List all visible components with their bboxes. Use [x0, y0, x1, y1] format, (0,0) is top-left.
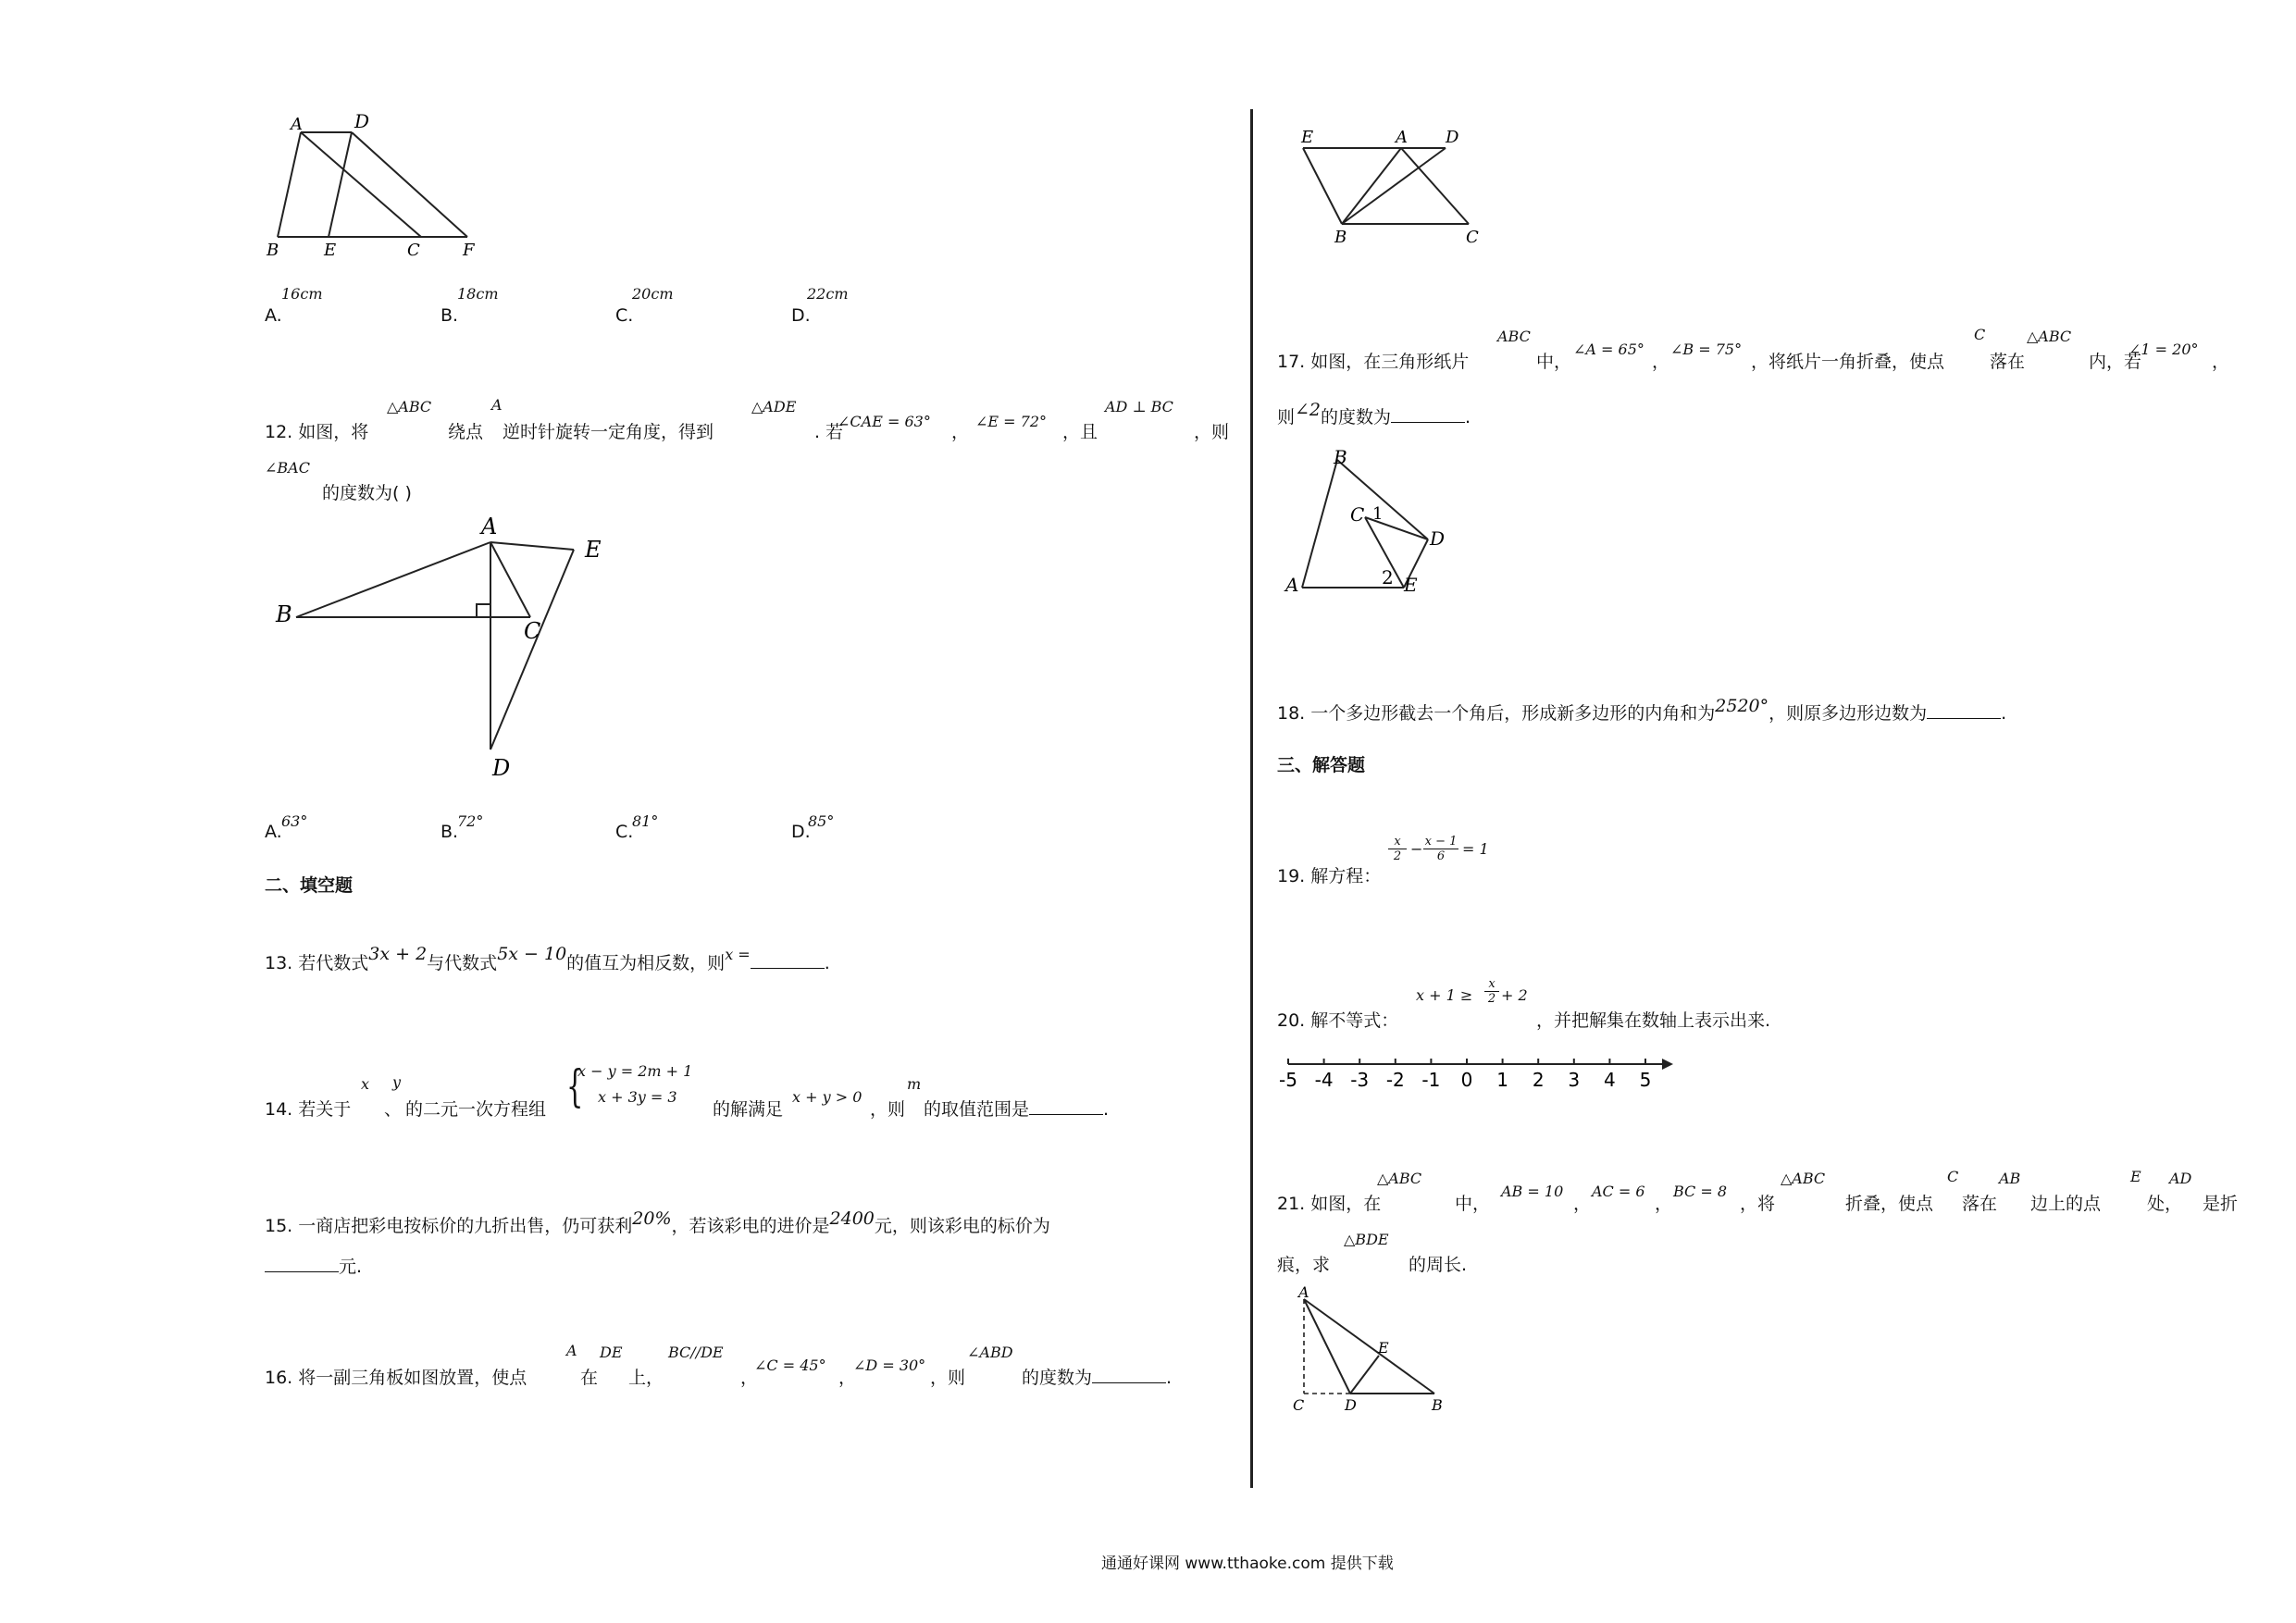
q21-label-a: A [1298, 1286, 1309, 1301]
q16-text-2: 上， [628, 1368, 664, 1388]
q17-label-d: D [1430, 527, 1446, 550]
q17-answer-blank[interactable] [1391, 405, 1465, 423]
q16-label-c: C [1466, 228, 1479, 247]
q19-den-1: 2 [1393, 849, 1402, 863]
q16-prefix: 16. 将一副三角板如图放置，使点 [265, 1368, 527, 1388]
q15-line-2 [265, 1253, 362, 1278]
q21-text-8: 的周长. [1409, 1255, 1468, 1275]
q17-point-c: C [1974, 326, 1986, 343]
q17-angle-1: ∠1 = 20° [2128, 341, 2199, 358]
q12-label-c: C [524, 618, 541, 644]
q15-text-1: ，若该彩电的进价是 [671, 1216, 830, 1236]
q20-den: 2 [1487, 992, 1496, 1006]
q20-rhs: + 2 [1501, 986, 1528, 1004]
q12-tri-abc: △ABC [387, 398, 432, 415]
q11-option-a-letter: A. [265, 305, 282, 326]
page-footer: 通通好课网 www.tthaoke.com 提供下载 [1101, 1555, 1394, 1573]
q13-var: x = [725, 946, 751, 963]
q19-fraction-2 [1423, 835, 1458, 863]
q16-angle-abd: ∠ABD [967, 1344, 1013, 1361]
q21-label-d: D [1345, 1396, 1357, 1414]
q16-tail [1022, 1364, 1172, 1389]
q12-option-a-letter: A. [265, 822, 282, 842]
q12-perp: AD ⊥ BC [1105, 398, 1173, 415]
q21-point-c: C [1947, 1168, 1959, 1185]
q12-option-b-value: 72° [457, 812, 484, 830]
q14-brace: { [566, 1060, 584, 1112]
q16-label-e: E [1301, 128, 1314, 147]
number-line-label: -1 [1421, 1069, 1441, 1091]
column-divider [1250, 109, 1253, 1488]
q19-rhs: = 1 [1462, 840, 1489, 858]
q21-text-2: ，将 [1740, 1194, 1776, 1214]
q19-num-2: x − 1 [1424, 835, 1458, 849]
q14-sep: 、 [384, 1099, 403, 1120]
number-line-label: 5 [1639, 1069, 1652, 1091]
q12-option-d-value: 85° [808, 812, 835, 830]
q12-option-c-value: 81° [632, 812, 659, 830]
q17-line2-prefix: 则 [1277, 407, 1296, 427]
number-line-label: -3 [1350, 1069, 1370, 1091]
q19-minus: − [1410, 840, 1423, 858]
q17-label-e: E [1404, 574, 1418, 596]
q17-label-a: A [1285, 574, 1299, 596]
q21-text-5: 边上的点 [2030, 1194, 2102, 1214]
q18-answer-blank[interactable] [1927, 701, 2001, 719]
q16-text-4: 的度数为 [1022, 1368, 1093, 1388]
q15-end: 元. [339, 1257, 363, 1277]
q12-text-2: 逆时针旋转一定角度，得到 [503, 422, 714, 442]
q15-line-1 [265, 1208, 1050, 1237]
q14-text-2: 的解满足 [713, 1099, 784, 1120]
q14-end: . [1103, 1099, 1110, 1120]
q13-answer-blank[interactable] [751, 951, 825, 969]
q12-text-3: . 若 [814, 422, 844, 442]
q21-bc: BC = 8 [1673, 1183, 1728, 1200]
q12-text-6: 的度数为( ) [322, 483, 412, 503]
q13-prefix: 13. 若代数式 [265, 953, 369, 973]
q15-prefix: 15. 一商店把彩电按标价的九折出售，仍可获利 [265, 1216, 633, 1236]
number-line-label: 0 [1460, 1069, 1473, 1091]
q17-text-1: 中， [1536, 352, 1572, 372]
q21-label-e: E [1378, 1339, 1389, 1357]
q14-text-3: ，则 [870, 1099, 906, 1120]
q20-fraction [1484, 977, 1499, 1006]
q19-fraction-1 [1388, 835, 1407, 863]
q21-sep-1: ， [1573, 1194, 1592, 1214]
q21-label-b: B [1432, 1396, 1443, 1414]
q21-line2-prefix: 痕，求 [1277, 1255, 1331, 1275]
q17-text-4: 内，若 [2089, 352, 2142, 372]
q11-option-b-value: 18cm [457, 285, 499, 303]
q14-answer-blank[interactable] [1029, 1097, 1103, 1115]
q17-end: . [1465, 407, 1471, 427]
q11-label-d: D [354, 110, 370, 132]
q15-percent: 20% [632, 1208, 672, 1229]
q17-sep: ， [1652, 352, 1670, 372]
q21-sep-2: ， [1655, 1194, 1673, 1214]
q12-text-5: ，则 [1194, 422, 1230, 442]
q14-prefix: 14. 若关于 [265, 1099, 352, 1120]
q12-prefix: 12. 如图，将 [265, 422, 369, 442]
q17-angle-b: ∠B = 75° [1670, 341, 1743, 358]
q21-text-1: 中， [1455, 1194, 1491, 1214]
q12-figure [268, 509, 620, 787]
q13-text-1: 与代数式 [427, 953, 498, 973]
q21-text-4: 落在 [1962, 1194, 1998, 1214]
q21-prefix: 21. 如图，在 [1277, 1194, 1382, 1214]
q14-text-4: 的取值范围是 [924, 1099, 1030, 1120]
q12-angle-bac: ∠BAC [265, 459, 310, 477]
q11-label-c: C [407, 241, 420, 260]
q21-tri: △ABC [1377, 1170, 1422, 1187]
q14-cond: x + y > 0 [792, 1088, 863, 1106]
q21-figure [1282, 1286, 1458, 1416]
q16-text-3: ，则 [930, 1368, 966, 1388]
q17-label-c: C [1350, 503, 1365, 526]
q21-ac: AC = 6 [1592, 1183, 1645, 1200]
q21-label-c: C [1293, 1396, 1305, 1414]
q17-prefix: 17. 如图，在三角形纸片 [1277, 352, 1470, 372]
q18-prefix: 18. 一个多边形截去一个角后，形成新多边形的内角和为 [1277, 703, 1716, 724]
q12-point-a: A [491, 396, 503, 414]
q16-point-a: A [566, 1342, 577, 1359]
q12-option-b-letter: B. [441, 822, 459, 842]
q16-end: . [1166, 1368, 1173, 1388]
q11-option-c-value: 20cm [632, 285, 674, 303]
q14-eq-1: x − y = 2m + 1 [577, 1062, 693, 1080]
q14-eq-2: x + 3y = 3 [598, 1088, 677, 1106]
q11-option-a-value: 16cm [281, 285, 323, 303]
q16-answer-blank[interactable] [1092, 1366, 1166, 1383]
q21-bde: △BDE [1344, 1231, 1389, 1248]
q14-var-y: y [392, 1073, 402, 1091]
q12-tri-ade: △ADE [751, 398, 797, 415]
q12-label-e: E [585, 537, 602, 563]
q12-option-c-letter: C. [615, 822, 634, 842]
q12-label-d: D [492, 755, 511, 781]
number-line-label: 2 [1532, 1069, 1545, 1091]
q12-option-d-letter: D. [791, 822, 811, 842]
q20-lhs: x + 1 ≥ [1416, 986, 1473, 1004]
q19-num-1: x [1388, 835, 1407, 849]
q11-label-a: A [291, 115, 303, 134]
q21-text-3: 折叠，使点 [1845, 1194, 1934, 1214]
q14-tail [924, 1096, 1109, 1121]
q17-line-2 [1277, 400, 1471, 428]
q16-de: DE [600, 1344, 623, 1361]
q17-label-b: B [1334, 449, 1347, 468]
q11-label-e: E [324, 241, 337, 260]
q13-expr-1: 3x + 2 [368, 944, 428, 964]
q20-num: x [1484, 977, 1499, 992]
q21-text-7: 是折 [2203, 1194, 2239, 1214]
q20-text-1: ，并把解集在数轴上表示出来. [1536, 1010, 1771, 1031]
q17-abc: ABC [1497, 328, 1531, 345]
q12-text-1: 绕点 [448, 422, 484, 442]
q13-end: . [824, 953, 830, 973]
number-line-label: -2 [1385, 1069, 1405, 1091]
q11-option-d-value: 22cm [807, 285, 849, 303]
q18-sum: 2520° [1715, 696, 1769, 716]
section-heading-fill-in: 二、填空题 [265, 875, 354, 896]
q17-angle-2: ∠2 [1295, 400, 1322, 420]
q16-sep: ， [740, 1368, 759, 1388]
q21-ad: AD [2169, 1170, 2192, 1187]
q18-text-1: ，则原多边形边数为 [1769, 703, 1928, 724]
q12-sep-1: ， [951, 422, 970, 442]
q12-label-b: B [276, 601, 292, 627]
q16-label-b: B [1334, 228, 1347, 247]
section-heading-solve: 三、解答题 [1277, 755, 1366, 775]
q17-text-6: 的度数为 [1321, 407, 1392, 427]
q13-expr-2: 5x − 10 [497, 944, 567, 964]
q18-end: . [2001, 703, 2007, 724]
q12-angle-cae: ∠CAE = 63° [838, 413, 931, 430]
number-line-label: 1 [1496, 1069, 1508, 1091]
q17-text-5: ， [2212, 352, 2230, 372]
q21-ab-2: AB [1999, 1170, 2021, 1187]
q17-text-3: 落在 [1990, 352, 2026, 372]
q14-text-1: 的二元一次方程组 [405, 1099, 547, 1120]
q16-text-1: 在 [580, 1368, 599, 1388]
q11-option-b-letter: B. [441, 305, 459, 326]
q17-figure [1282, 449, 1467, 597]
q14-var-x: x [361, 1075, 370, 1093]
q21-text-6: 处， [2147, 1194, 2183, 1214]
q11-option-c-letter: C. [615, 305, 634, 326]
number-line-label: -4 [1314, 1069, 1334, 1091]
q15-price: 2400 [829, 1208, 875, 1229]
q20-number-line [1277, 1046, 1684, 1092]
q19-prefix: 19. 解方程： [1277, 866, 1382, 886]
q13-line [265, 944, 830, 974]
q12-option-a-value: 63° [281, 812, 308, 830]
q21-point-e: E [2130, 1168, 2141, 1185]
q17-text-2: ，将纸片一角折叠，使点 [1751, 352, 1945, 372]
q12-text-4: ，且 [1062, 422, 1098, 442]
q18-line [1277, 696, 2007, 725]
q17-label-2: 2 [1382, 566, 1394, 588]
q16-label-d: D [1446, 128, 1459, 147]
q11-label-b: B [267, 241, 279, 260]
q20-prefix: 20. 解不等式： [1277, 1010, 1399, 1031]
q17-tri: △ABC [2027, 328, 2072, 345]
q12-label-a: A [481, 514, 498, 539]
number-line-label: 3 [1568, 1069, 1581, 1091]
q19-den-2: 6 [1436, 849, 1446, 863]
q11-option-d-letter: D. [791, 305, 811, 326]
q13-text-2: 的值互为相反数，则 [566, 953, 726, 973]
q21-tri-2: △ABC [1781, 1170, 1826, 1187]
q16-figure [1286, 120, 1499, 250]
q11-label-f: F [463, 241, 475, 260]
q16-angle-d: ∠D = 30° [853, 1357, 926, 1374]
number-line-label: -5 [1279, 1069, 1297, 1091]
q16-parallel: BC//DE [668, 1344, 724, 1361]
q16-angle-c: ∠C = 45° [754, 1357, 826, 1374]
q15-answer-blank[interactable] [265, 1255, 339, 1272]
q21-ab: AB = 10 [1501, 1183, 1564, 1200]
q16-sep-2: ， [838, 1368, 857, 1388]
q17-angle-a: ∠A = 65° [1573, 341, 1644, 358]
q12-angle-e: ∠E = 72° [975, 413, 1048, 430]
q16-label-a: A [1396, 128, 1408, 147]
number-line-label: 4 [1604, 1069, 1616, 1091]
q15-text-2: 元，则该彩电的标价为 [874, 1216, 1050, 1236]
q11-figure [259, 109, 490, 265]
q14-var-m: m [907, 1075, 922, 1093]
q17-label-1: 1 [1372, 504, 1384, 524]
